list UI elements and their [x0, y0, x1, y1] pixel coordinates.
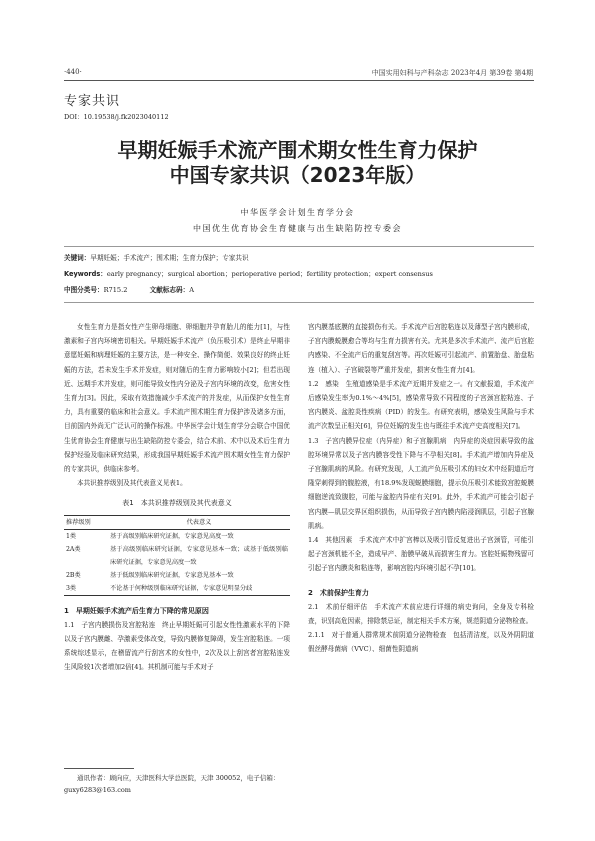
table-cell-level: 3类 — [66, 584, 77, 592]
doc-code-label: 文献标志码： — [149, 286, 190, 294]
author-orgs — [60, 205, 535, 237]
section-1-3-paragraph: 1.3 子宫内膜异位症（内异症）和子宫腺肌病 内异症的炎症因素导致的盆腔环境异常以及子宫内膜容受性下降与不孕相关[8]。手术流产增加内异症及子宫腺肌病的风险。有研究发现，人工流产负压吸引术的妇女术中经阴道后穹隆穿刺得到的腹腔液，有18.9%发现蜕膜细胞，提示负压吸引术能致宫腔蜕膜细胞逆流致腹腔，可能与盆腔内异症有关[9]。此外，手术流产可能会引起子宫内膜—肌层交界区组织损伤，从而导致子宫内膜内陷浸润肌层，引起子宫腺肌病。 — [308, 436, 534, 530]
recommendation-table — [64, 515, 290, 596]
section-1-4-paragraph: 1.4 其他因素 手术流产术中扩宫棒以及吸引管反复进出子宫颈管，可能引起子宫颈机能不全，造成早产、胎膜早破从而损害生育力。宫腔妊娠物残留可引起子宫内膜炎和粘连等，影响宫腔内环境引起不孕[10]。 — [308, 536, 534, 573]
journal-header: 中国实用妇科与产科杂志 2023年4月 第39卷 第4期 — [371, 69, 533, 77]
section-heading-2: 2 术前保护生育力 — [308, 588, 369, 597]
title-line-2: 中国专家共识（2023年版） — [169, 163, 426, 187]
table-cell-meaning: 基于低级别临床研究证据，专家意见基本一致 — [110, 571, 234, 579]
page-number: ·440· — [64, 68, 82, 76]
table-cell-meaning: 不论基于何种级别临床研究证据，专家意见明显分歧 — [110, 584, 253, 592]
table-row — [64, 569, 290, 582]
right-column — [308, 320, 534, 657]
clc-code: R715.2 — [103, 286, 128, 294]
keywords-cn-label: 关键词： — [64, 254, 91, 262]
table-header-row — [64, 515, 290, 529]
intro-paragraph: 女性生育力是指女性产生卵母细胞、卵细胞并孕育胎儿的能力[1]，与性激素和子宫内环境密切相关。早期妊娠手术流产（负压吸引术）是终止早期非意愿妊娠和病理妊娠的主要方法，是一种安全、操作简便、效果良好的终止妊娠的方法，若未发生手术并发症，则对随后的生育力影响较小[2]；但若出现近、远期手术并发症，则可能导致女性内分泌及子宫内环境的改变，危害女性生育力[3]。因此，采取有效措施减少手术流产的并发症，从而保护女性生育力，具有重要的临床和社会意义。手术流产围术期生育力保护涉及诸多方面，目前国内外尚无广泛认可的操作标准。中华医学会计划生育学分会联合中国优生优育协会生育健康与出生缺陷防控专委会，结合术前、术中以及术后生育力保护经验及临床研究结果，形成我国早期妊娠手术流产围术期女性生育力保护的专家共识，供临床参考。 — [64, 323, 290, 474]
table-header-level: 推荐级别 — [66, 518, 91, 526]
table-cell-level: 2A类 — [66, 545, 81, 553]
left-column — [64, 320, 290, 675]
keywords-en-text: early pregnancy；surgical abortion；perioperative period；fertility protection；expert consensus — [106, 270, 433, 278]
continued-paragraph: 宫内膜基底膜的直接损伤有关。手术流产后宫腔粘连以及薄型子宫内膜形成，子宫内膜蜕膜愈合等均与生育力损害有关。尤其是多次手术流产、流产后宫腔内感染、不全流产后的重复刮宫等。再次妊娠可引起流产、前置胎盘、胎盘粘连（植入）、子宫破裂等严重并发症，损害女性生育力[4]。 — [308, 323, 534, 374]
table-row — [64, 582, 290, 596]
keywords-rule-top — [64, 246, 534, 247]
table-caption: 表1 本共识推荐级别及其代表意义 — [122, 499, 232, 508]
author-org-2: 中国优生优育协会生育健康与出生缺陷防控专委会 — [193, 224, 402, 233]
section-1-2-paragraph: 1.2 感染 生殖道感染是手术流产近期并发症之一。有文献报道，手术流产后感染发生率为0.1%～4%[5]，感染常导致不同程度的子宫颈宫腔粘连、子宫内膜炎、盆腔炎性疾病（PID）的发生。有研究表明，感染发生风险与手术流产次数呈正相关[6]，异位妊娠的发生也与既往手术流产史高度相关[7]。 — [308, 379, 534, 431]
section-heading-1: 1 早期妊娠手术流产后生育力下降的常见原因 — [64, 606, 209, 615]
table-cell-meaning: 基于高级别临床研究证据，专家意见高度一致 — [110, 532, 234, 540]
doi: DOI：10.19538/j.fk2023040112 — [64, 113, 169, 121]
table-cell-meaning: 基于高级别临床研究证据，专家意见基本一致；或基于低级别临床研究证据，专家意见高度一致 — [110, 545, 288, 566]
header-rule — [64, 80, 534, 81]
section-1-1-paragraph: 1.1 子宫内膜损伤及宫腔粘连 终止早期妊娠可引起女性性激素水平的下降以及子宫内膜雌、孕激素受体改变，导致内膜修复障碍，发生宫腔粘连。一项系统综述显示，在稽留流产行刮宫术的女性中，2次及以上刮宫者宫腔粘连发生风险较1次者增加2倍[4]。其机制可能与手术对子 — [64, 620, 290, 672]
section-2-1-paragraph: 2.1 术前仔细评估 手术流产术前应进行详细的病史询问，全身及专科检查，识别高危因素，排除禁忌证，制定相关手术方案，规范阴道分泌物检查。 — [308, 602, 534, 626]
table-cell-level: 1类 — [66, 532, 77, 540]
keywords-en — [64, 266, 534, 282]
footnote: 通讯作者：顾向应，天津医科大学总医院，天津 300052，电子信箱：guxy6283@163.com — [64, 774, 280, 794]
article-title — [60, 138, 535, 188]
table-row — [64, 543, 290, 569]
doc-code: A — [189, 286, 194, 294]
keywords-cn-text: 早期妊娠；手术流产；围术期；生育力保护；专家共识 — [90, 254, 249, 262]
keywords-en-label: Keywords： — [64, 270, 107, 278]
section-tag: 专家共识 — [64, 94, 121, 109]
title-line-1: 早期妊娠手术流产围术期女性生育力保护 — [117, 138, 478, 162]
author-org-1: 中华医学会计划生育学分会 — [240, 208, 355, 217]
section-2-1-1-paragraph: 2.1.1 对于普通人群常规术前阴道分泌物检查 包括清洁度，以及外阴阴道假丝酵母菌病（VVC）、细菌性阴道病 — [308, 631, 534, 654]
table-header-meaning: 代表意义 — [186, 518, 212, 526]
table-reference: 本共识推荐级别及其代表意义见表1。 — [77, 479, 187, 488]
table-cell-level: 2B类 — [66, 571, 81, 579]
keywords-cn — [64, 250, 534, 266]
clc-label: 中图分类号： — [64, 286, 104, 294]
keywords-rule-bottom — [64, 302, 534, 303]
footnote-rule — [64, 768, 134, 769]
classification — [64, 282, 534, 298]
table-row — [64, 529, 290, 543]
